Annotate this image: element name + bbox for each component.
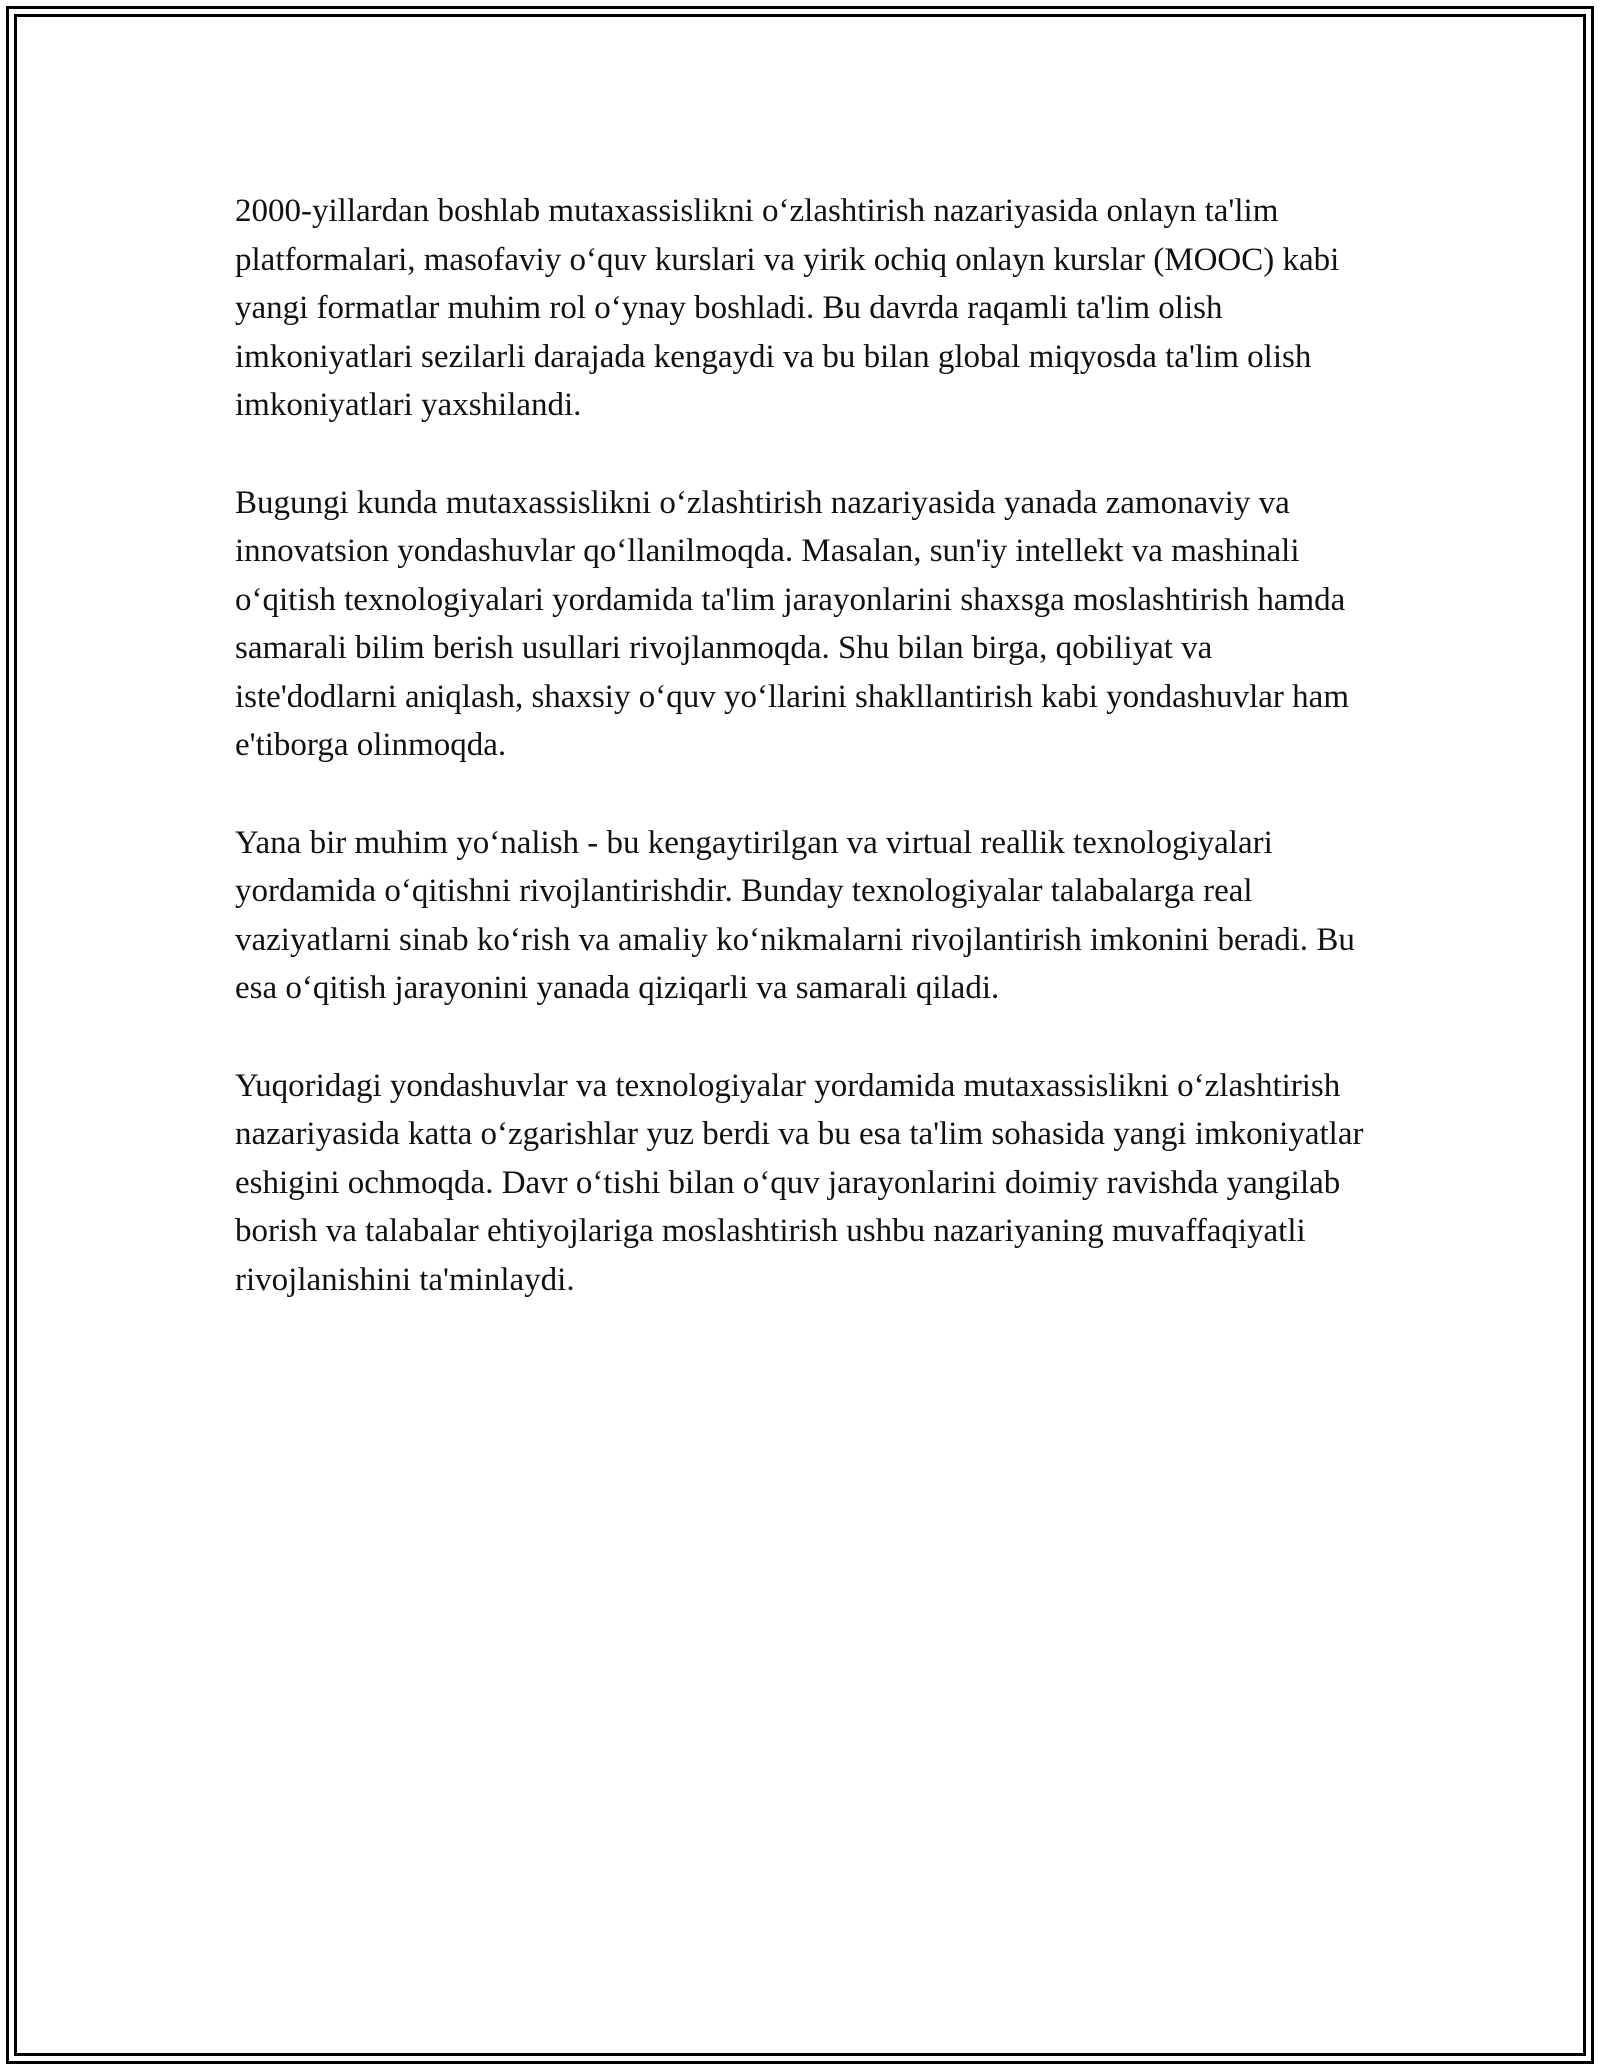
paragraph-1: 2000-yillardan boshlab mutaxassislikni o‘zlashtirish nazariyasida onlayn ta'lim platformalari, masofaviy o‘quv kurslari va yirik ochiq onlayn kurslar (MOOC) kabi yangi formatlar muhim rol o‘ynay boshladi. Bu davrda raqamli ta'lim olish imkoniyatlari sezilarli darajada kengaydi va bu bilan global miqyosda ta'lim olish imkoniyatlari yaxshilandi. <box>235 193 1340 423</box>
paragraph-2: Bugungi kunda mutaxassislikni o‘zlashtirish nazariyasida yanada zamonaviy va innovatsion yondashuvlar qo‘llanilmoqda. Masalan, sun'iy intellekt va mashinali o‘qitish texnologiyalari yordamida ta'lim jarayonlarini shaxsga moslashtirish hamda samarali bilim berish usullari rivojlanmoqda. Shu bilan birga, qobiliyat va iste'dodlarni aniqlash, shaxsiy o‘quv yo‘llarini shakllantirish kabi yondashuvlar ham e'tiborga olinmoqda. <box>235 484 1349 763</box>
document-body <box>235 187 1370 1353</box>
paragraph-3: Yana bir muhim yo‘nalish - bu kengaytirilgan va virtual reallik texnologiyalari yordamida o‘qitishni rivojlantirishdir. Bunday texnologiyalar talabalarga real vaziyatlarni sinab ko‘rish va amaliy ko‘nikmalarni rivojlantirish imkonini beradi. Bu esa o‘qitish jarayonini yanada qiziqarli va samarali qiladi. <box>235 824 1355 1006</box>
paragraph-4: Yuqoridagi yondashuvlar va texnologiyalar yordamida mutaxassislikni o‘zlashtirish nazariyasida katta o‘zgarishlar yuz berdi va bu esa ta'lim sohasida yangi imkoniyatlar eshigini ochmoqda. Davr o‘tishi bilan o‘quv jarayonlarini doimiy ravishda yangilab borish va talabalar ehtiyojlariga moslashtirish ushbu nazariyaning muvaffaqiyatli rivojlanishini ta'minlaydi. <box>235 1067 1364 1298</box>
